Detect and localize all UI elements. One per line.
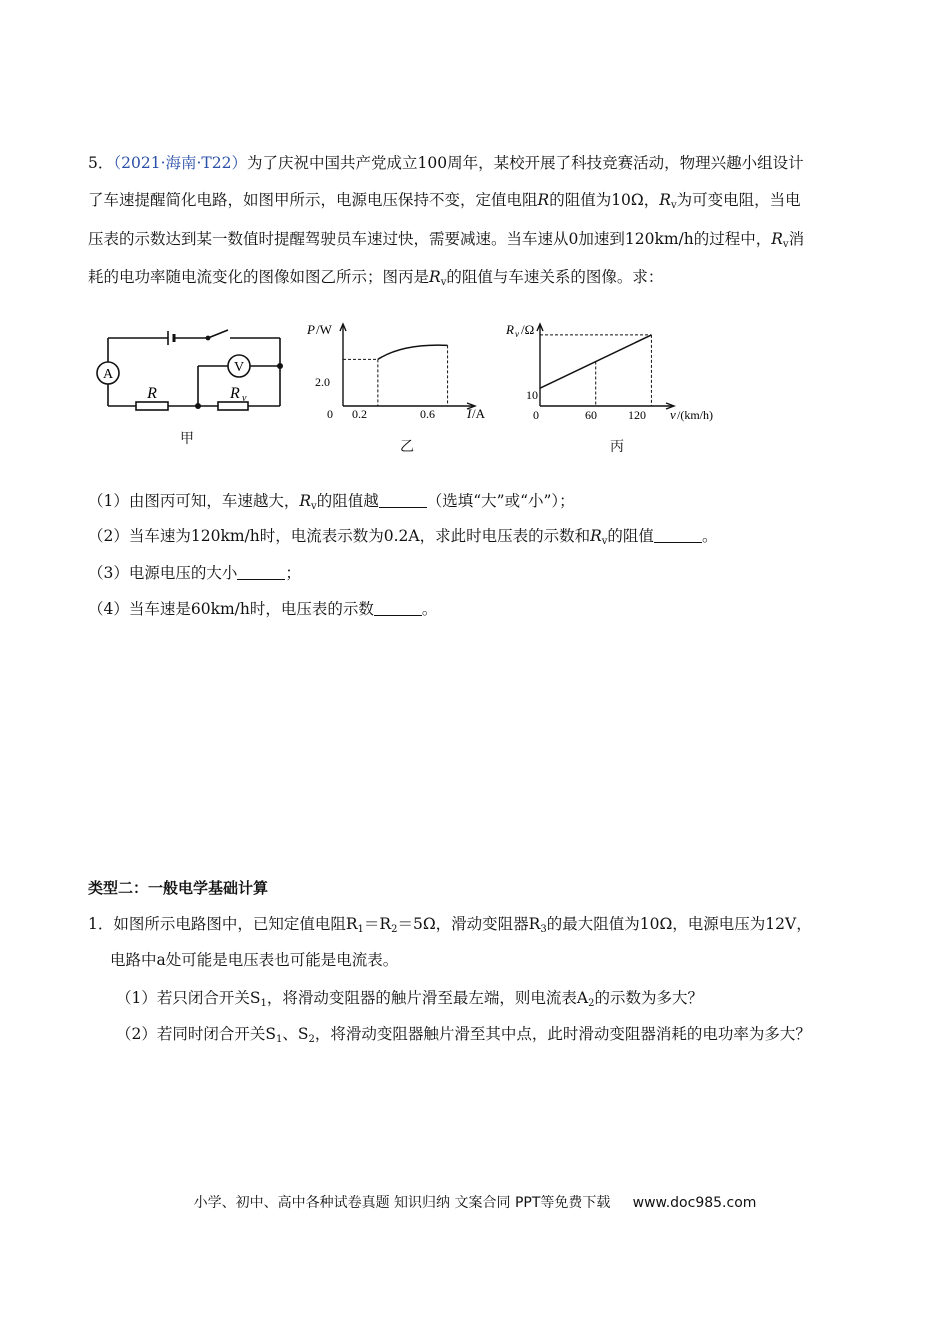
q1-part-2 — [116, 1024, 811, 1050]
x-label-v: v — [670, 407, 676, 422]
sub-text: 的阻值越 — [316, 492, 379, 510]
subscript: 3 — [540, 924, 547, 935]
x-tick-0.2: 0.2 — [352, 407, 367, 421]
subscript: 2 — [308, 1034, 315, 1045]
y-label-unit: /Ω — [521, 322, 535, 337]
answer-blank-1[interactable] — [379, 493, 427, 508]
q5-sub-1 — [88, 491, 575, 517]
symbol-Rv: R — [771, 230, 783, 248]
q1-text: ，将滑动变阻器触片滑至其中点，此时滑动变阻器消耗的电功率为多大？ — [314, 1025, 811, 1043]
x-tick-60: 60 — [585, 408, 597, 422]
circuit-diagram — [90, 322, 300, 422]
q1-text: （1）若只闭合开关S — [116, 989, 261, 1007]
sub-text: （1）由图丙可知，车速越大， — [88, 492, 300, 510]
section-heading: 类型二：一般电学基础计算 — [88, 879, 269, 897]
subscript-v: v — [440, 277, 447, 288]
sub-text: （选填“大”或“小”）； — [426, 492, 575, 510]
page-footer — [0, 1192, 950, 1212]
figure-caption-yi: 乙 — [400, 439, 414, 455]
q1-line-2: 电路中a处可能是电压表也可能是电流表。 — [110, 951, 399, 969]
origin-label: 0 — [533, 408, 539, 422]
symbol-Rv: R — [299, 492, 312, 510]
q5-sub-3 — [88, 563, 301, 583]
y-label-unit: /W — [316, 322, 332, 337]
resistor-R-label: R — [147, 385, 157, 402]
subscript-v: v — [601, 536, 608, 547]
q1-text: ＝5Ω，滑动变阻器R — [397, 915, 541, 933]
q5-line-4 — [88, 267, 663, 293]
subscript-v: v — [782, 239, 789, 250]
x-label-unit: /(km/h) — [677, 408, 713, 422]
q1-text: ，将滑动变阻器的触片滑至最左端，则电流表A — [266, 989, 589, 1007]
graph-bing — [500, 316, 740, 428]
q5-line-1 — [88, 153, 804, 173]
q1-text: ＝R — [363, 915, 392, 933]
question-number: 1． — [88, 915, 114, 933]
q1-text: 的示数为多大？ — [594, 989, 703, 1007]
q5-text: 的阻值为10Ω， — [549, 191, 660, 209]
question-source: （2021·海南·T22） — [113, 154, 247, 172]
answer-blank-2[interactable] — [654, 528, 702, 543]
sub-text: （4）当车速是60km/h时，电压表的示数 — [88, 600, 374, 618]
x-label-I: I — [467, 406, 472, 421]
footer-text: 小学、初中、高中各种试卷真题 知识归纳 文案合同 PPT等免费下载 — [193, 1195, 611, 1211]
x-label-unit: /A — [472, 406, 485, 421]
q5-text: 为了庆祝中国共产党成立100周年，某校开展了科技竞赛活动，物理兴趣小组设计 — [247, 154, 804, 172]
sub-text: （2）当车速为120km/h时，电流表示数为0.2A，求此时电压表的示数和 — [88, 527, 591, 545]
ammeter-label: A — [102, 367, 114, 382]
q5-line-2 — [88, 190, 801, 216]
q5-sub-2 — [88, 526, 717, 552]
answer-blank-4[interactable] — [374, 601, 422, 616]
sub-text: 。 — [421, 600, 438, 618]
q1-text: 、S — [282, 1025, 309, 1043]
subscript: 1 — [275, 1034, 283, 1045]
sub-text: 。 — [701, 527, 718, 545]
q1-line-1 — [88, 914, 812, 940]
y-label-R: R — [506, 322, 514, 337]
x-tick-0.6: 0.6 — [420, 407, 435, 421]
series-curve — [378, 345, 448, 359]
figure-caption-bing: 丙 — [610, 439, 624, 455]
resistor-Rv-subscript: v — [242, 393, 247, 404]
origin-label: 0 — [327, 407, 333, 421]
subscript: 1 — [260, 998, 267, 1009]
q5-text: 耗的电功率随电流变化的图像如图乙所示；图丙是 — [88, 268, 430, 286]
x-tick-120: 120 — [628, 408, 646, 422]
q5-line-3 — [88, 229, 804, 255]
graph-yi — [305, 318, 505, 428]
q1-part-1 — [116, 988, 703, 1014]
answer-blank-3[interactable] — [237, 565, 285, 580]
y-tick-2.0: 2.0 — [315, 375, 330, 389]
q5-text: 为可变电阻，当电 — [676, 191, 801, 209]
q5-text: 压表的示数达到某一数值时提醒驾驶员车速过快，需要减速。当车速从0加速到120km/h的过程中， — [88, 230, 772, 248]
q5-sub-4 — [88, 599, 437, 619]
sub-text: （3）电源电压的大小 — [88, 564, 238, 582]
series-line — [540, 335, 651, 388]
y-label-subscript: v — [515, 329, 519, 339]
sub-text: 的阻值 — [607, 527, 654, 545]
figure-caption-jia: 甲 — [180, 431, 194, 447]
q1-text: 的最大阻值为10Ω，电源电压为12V， — [546, 915, 812, 933]
question-number: 5． — [88, 154, 114, 172]
subscript: 2 — [391, 924, 398, 935]
resistor-Rv-label: R — [230, 385, 240, 402]
subscript-v: v — [311, 501, 317, 512]
subscript: 2 — [588, 998, 595, 1009]
sub-text: ； — [285, 564, 301, 582]
q5-text: 的阻值与车速关系的图像。求： — [446, 268, 664, 286]
voltmeter-label: V — [233, 360, 245, 375]
subscript: 1 — [357, 924, 364, 935]
q5-text: 了车速提醒简化电路，如图甲所示，电源电压保持不变，定值电阻 — [88, 191, 538, 209]
subscript-v: v — [670, 200, 677, 211]
junction-dot — [277, 363, 283, 369]
junction-dot — [195, 403, 201, 409]
symbol-Rv: R — [590, 527, 602, 545]
symbol-R: R — [537, 191, 550, 209]
footer-site-link[interactable]: www.doc985.com — [632, 1195, 757, 1211]
y-tick-10: 10 — [526, 388, 538, 402]
q1-text: 如图所示电路图中，已知定值电阻R — [113, 915, 358, 933]
symbol-Rv: R — [429, 268, 441, 286]
q1-text: （2）若同时闭合开关S — [116, 1025, 276, 1043]
y-label-P: P — [307, 322, 315, 337]
q5-text: 消 — [788, 230, 805, 248]
symbol-Rv: R — [659, 191, 671, 209]
